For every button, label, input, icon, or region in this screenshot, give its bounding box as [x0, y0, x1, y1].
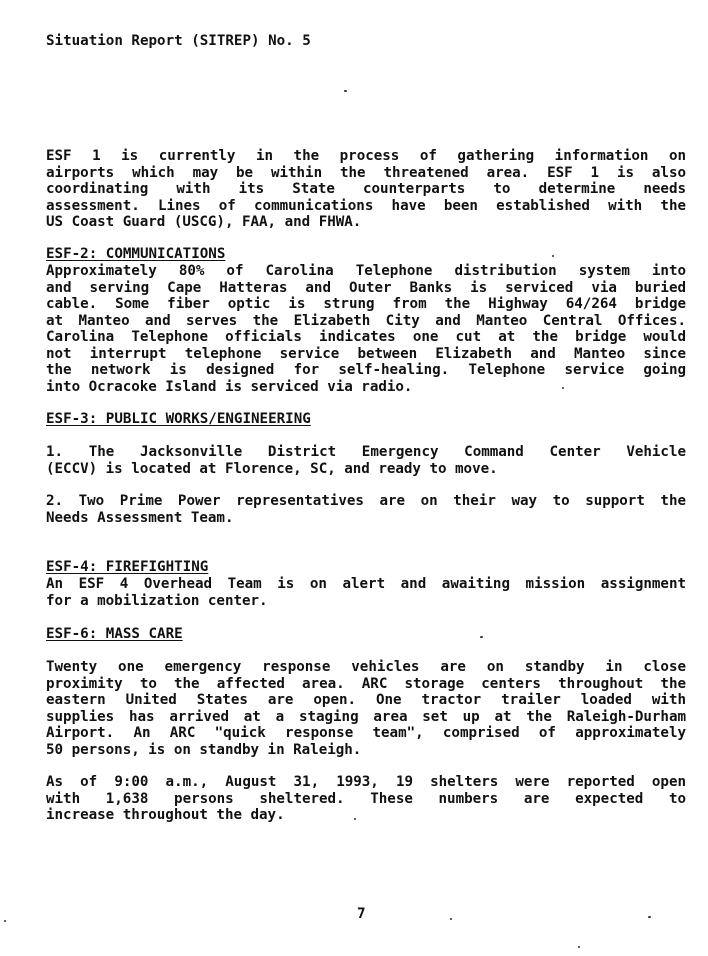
esf1-line: airports which may be within the threatened area. ESF 1 is also	[46, 164, 686, 181]
esf3-item2-line: Needs Assessment Team.	[46, 509, 234, 526]
esf2-line: Approximately 80% of Carolina Telephone distribution system into	[46, 263, 686, 279]
esf6-para1-line: Airport. An ARC "quick response team", comprised of approximately	[46, 725, 686, 741]
esf2-line: not interrupt telephone service between Elizabeth and Manteo since	[46, 345, 686, 362]
scan-speck	[648, 916, 651, 918]
report-header: Situation Report (SITREP) No. 5	[46, 33, 311, 49]
esf1-line: coordinating with its State counterparts to determine needs	[46, 181, 686, 197]
esf6-para1-line: eastern United States are open. One tractor trailer loaded with	[46, 692, 686, 708]
esf1-line: ESF 1 is currently in the process of gathering information on	[46, 148, 686, 164]
esf6-heading: ESF-6: MASS CARE	[46, 626, 183, 642]
esf2-line: and serving Cape Hatteras and Outer Banks is serviced via buried	[46, 279, 686, 296]
scan-speck	[578, 946, 580, 948]
scan-speck	[562, 387, 564, 389]
scan-speck	[354, 818, 356, 820]
esf2-line: at Manteo and serves the Elizabeth City and Manteo Central Offices.	[46, 312, 686, 329]
scan-speck	[344, 90, 347, 92]
esf6-para1-line: supplies has arrived at a staging area set up at the Raleigh-Durham	[46, 708, 686, 725]
scan-speck	[450, 918, 452, 920]
esf2-line: cable. Some fiber optic is strung from the Highway 64/264 bridge	[46, 296, 686, 312]
esf2-line: the network is designed for self-healing. Telephone service going	[46, 362, 686, 378]
esf4-line: An ESF 4 Overhead Team is on alert and awaiting mission assignment	[46, 576, 686, 592]
esf2-line: into Ocracoke Island is serviced via radio.	[46, 378, 413, 395]
esf4-line: for a mobilization center.	[46, 592, 268, 609]
esf3-item1-line: (ECCV) is located at Florence, SC, and ready to move.	[46, 460, 498, 477]
esf6-para2-line: with 1,638 persons sheltered. These numbers are expected to	[46, 790, 686, 807]
esf3-heading: ESF-3: PUBLIC WORKS/ENGINEERING	[46, 411, 311, 427]
esf4-heading: ESF-4: FIREFIGHTING	[46, 559, 209, 575]
esf6-para1-line: 50 persons, is on standby in Raleigh.	[46, 741, 362, 758]
esf6-para2-line: As of 9:00 a.m., August 31, 1993, 19 shelters were reported open	[46, 774, 686, 790]
esf6-para1-line: proximity to the affected area. ARC storage centers throughout the	[46, 675, 686, 692]
esf6-para1-line: Twenty one emergency response vehicles are on standby in close	[46, 659, 686, 675]
esf3-item2-line: 2. Two Prime Power representatives are on their way to support the	[46, 493, 686, 509]
esf3-item1-line: 1. The Jacksonville District Emergency Command Center Vehicle	[46, 444, 686, 460]
scan-speck	[480, 636, 483, 638]
scan-speck	[552, 255, 554, 257]
esf1-line: assessment. Lines of communications have been established with the	[46, 197, 686, 214]
esf1-line: US Coast Guard (USCG), FAA, and FHWA.	[46, 214, 362, 230]
page-number: 7	[357, 906, 366, 922]
esf2-line: Carolina Telephone officials indicates one cut at the bridge would	[46, 329, 686, 345]
scan-speck	[4, 920, 6, 922]
esf6-para2-line: increase throughout the day.	[46, 807, 285, 823]
esf2-heading: ESF-2: COMMUNICATIONS	[46, 246, 226, 262]
